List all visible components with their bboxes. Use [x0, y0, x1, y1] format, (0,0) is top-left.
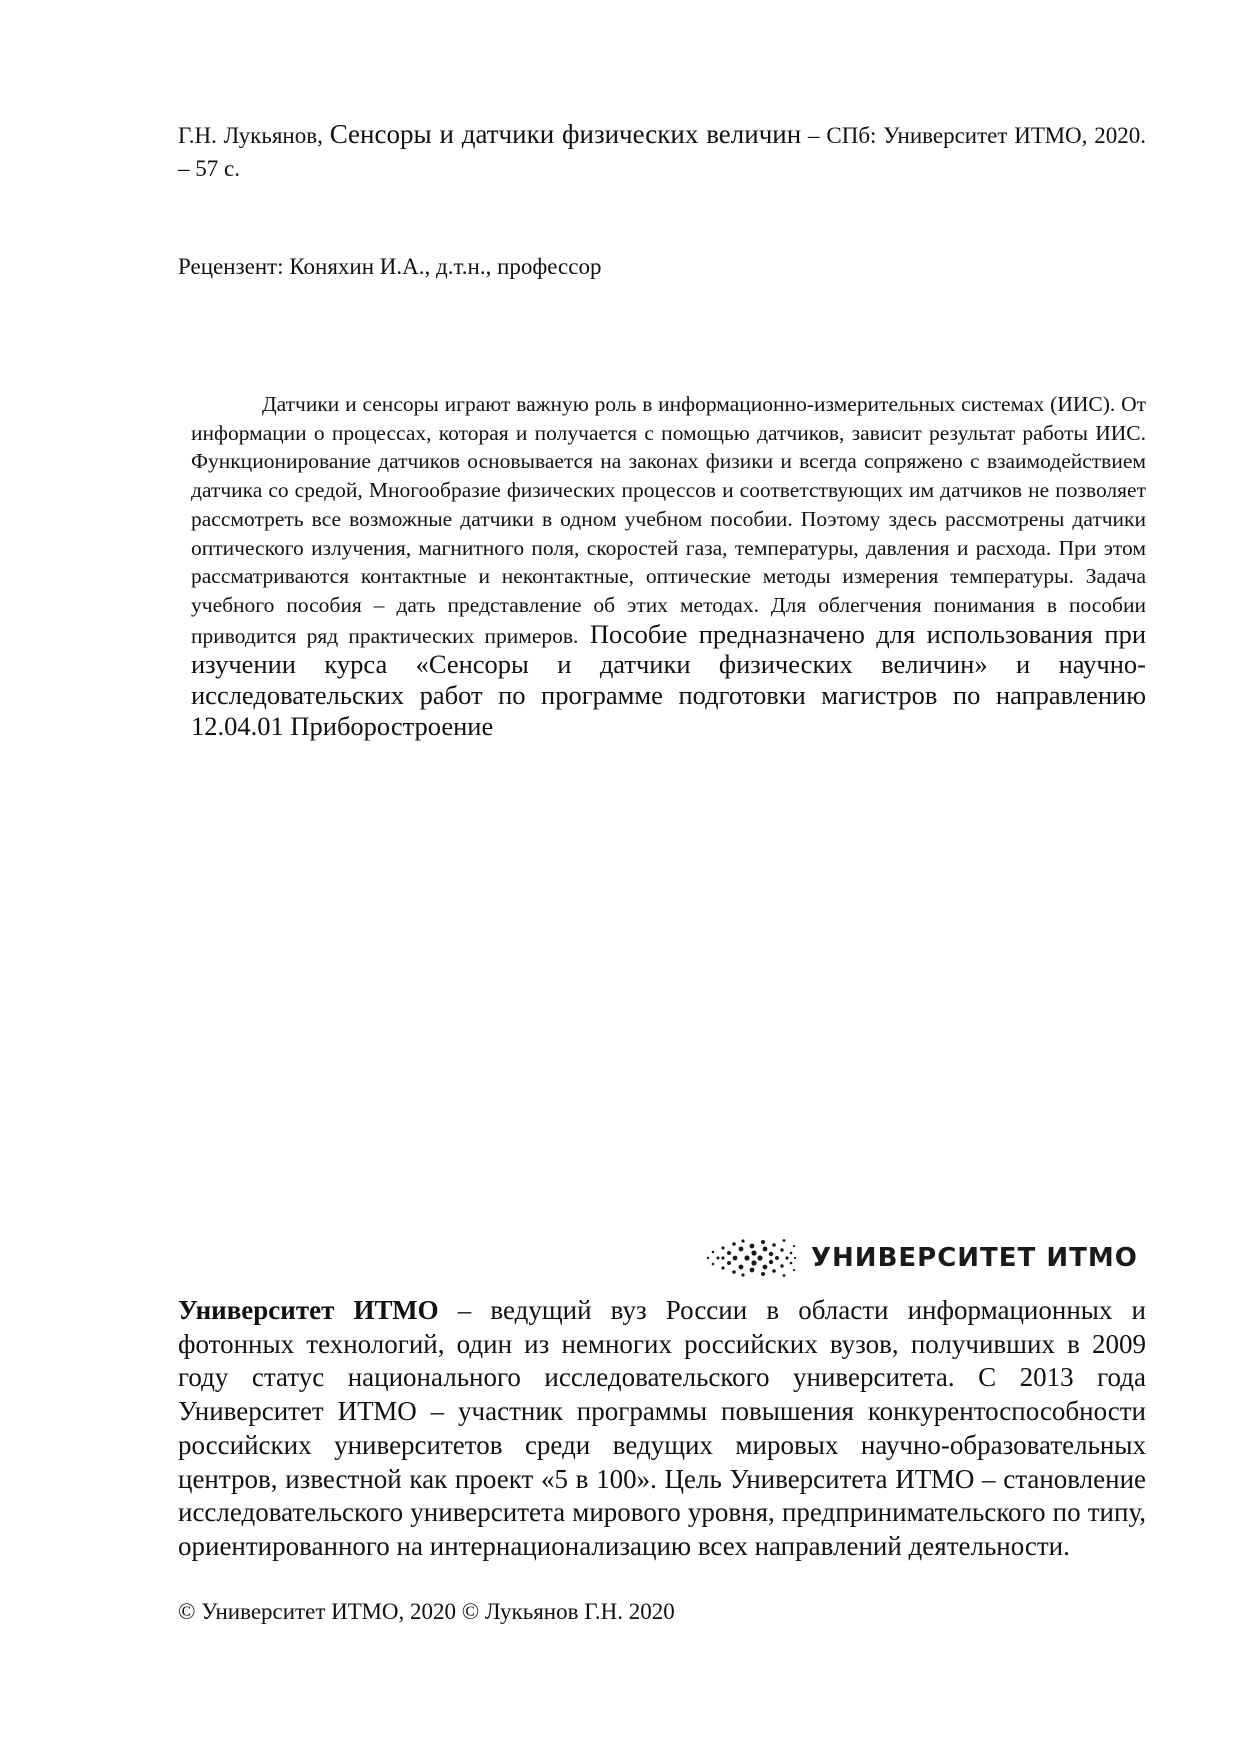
itmo-dots-logo-icon: [705, 1238, 797, 1278]
reviewer-line: Рецензент: Коняхин И.А., д.т.н., профессор: [178, 254, 602, 279]
university-name-bold: Университет ИТМО: [178, 1295, 439, 1325]
abstract-part-1: Датчики и сенсоры играют важную роль в информационно-измерительных системах (ИИС). От информации о процессах, которая и получается с помощью датчиков, зависит результат работы ИИС. Функционирование датчиков основывается на законах физики и всегда сопряжено с взаимодействием датчика со средой, Многообразие физических процессов и соответствующих им датчиков не позволяет рассмотреть все возможные датчики в одном учебном пособии. Поэтому здесь рассмотрены датчики оптического излучения, магнитного поля, скоростей газа, температуры, давления и расхода. При этом рассматриваются контактные и неконтактные, оптические методы измерения температуры. Задача учебного пособия – дать представление об этих методах. Для облегчения понимания в пособии приводится ряд практических примеров.: [191, 392, 1146, 648]
logo-text: УНИВЕРСИТЕТ ИТМО: [811, 1243, 1138, 1273]
bibliographic-citation: [178, 118, 1146, 185]
citation-author: Г.Н. Лукьянов,: [178, 123, 330, 148]
citation-title: Сенсоры и датчики физических величин: [329, 119, 802, 149]
university-description: [178, 1294, 1146, 1564]
abstract-part-2: Пособие предназначено для использования при изучении курса «Сенсоры и датчики физических величин» и научно-исследовательских работ по программе подготовки магистров по направлению 12.04.01 Приборостроение: [191, 618, 1147, 741]
copyright-line: © Университет ИТМО, 2020 © Лукьянов Г.Н. 2020: [178, 1599, 675, 1624]
itmo-logo: [705, 1236, 1138, 1280]
abstract-paragraph: [191, 390, 1146, 742]
university-description-text: – ведущий вуз России в области информационных и фотонных технологий, один из немногих российских вузов, получивших в 2009 году статус национального исследовательского университета. С 2013 года Университет ИТМО – участник программы повышения конкурентоспособности российских университетов среди ведущих мировых научно-образовательных центров, известной как проект «5 в 100». Цель Университета ИТМО – становление исследовательского университета мирового уровня, предпринимательского по типу, ориентированного на интернационализацию всех направлений деятельности.: [178, 1295, 1147, 1561]
abstract: [191, 390, 1146, 742]
citation-publisher: – СПб: Университет ИТМО, 2020. – 57 с.: [178, 123, 1146, 181]
